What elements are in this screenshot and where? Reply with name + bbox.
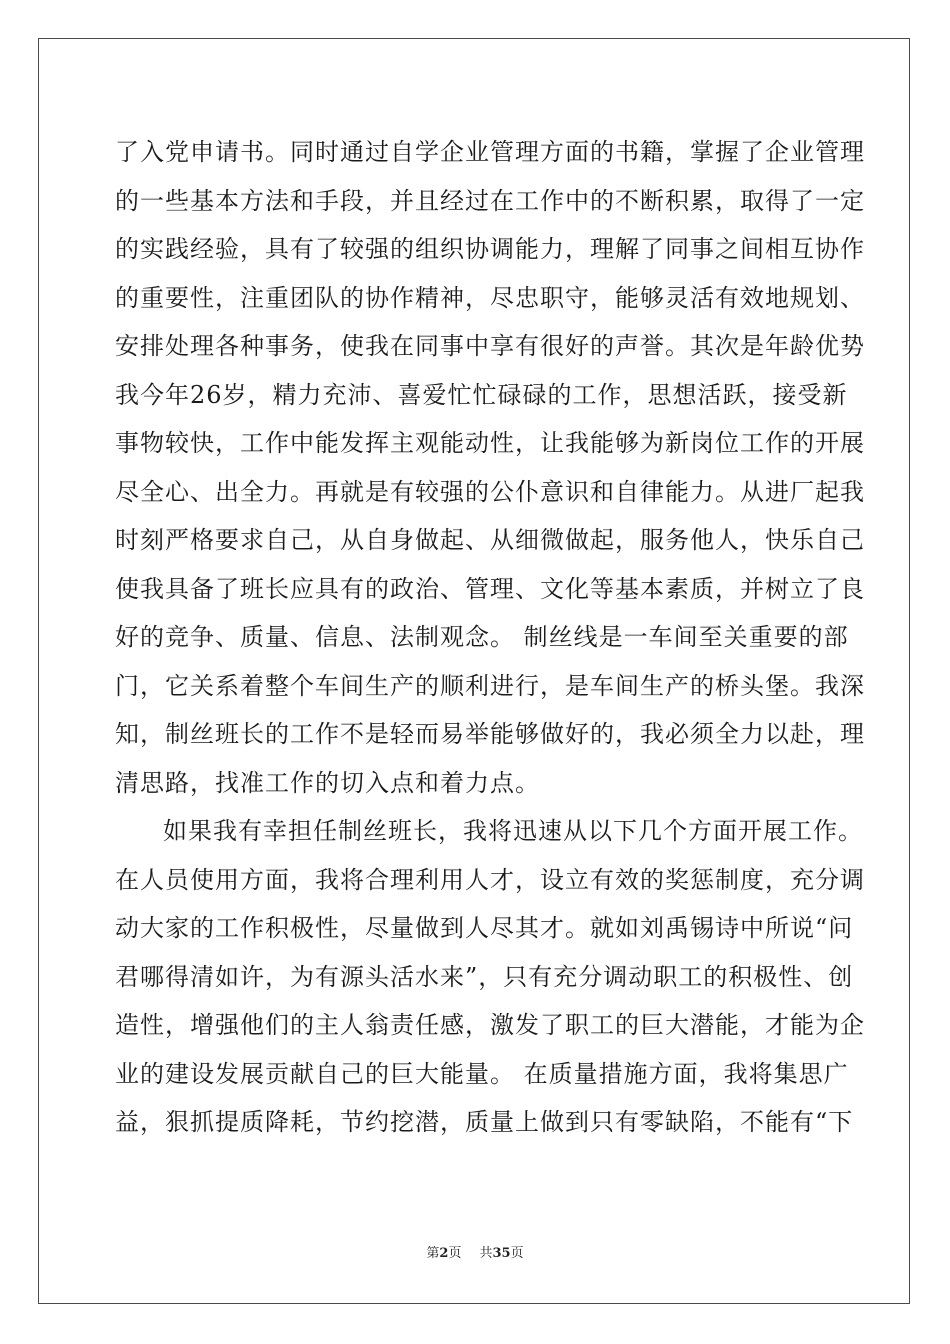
page-suffix: 页 bbox=[448, 1246, 462, 1261]
paragraph-first-line: 如果我有幸担任制丝班长，我将迅速从以下几个方面开展工作。 bbox=[163, 817, 863, 845]
text-line: 的实践经验，具有了较强的组织协调能力，理解了同事之间相互协作 bbox=[115, 235, 865, 263]
text-line: 我今年26岁，精力充沛、喜爱忙忙碌碌的工作，思想活跃，接受新 bbox=[115, 380, 848, 409]
text-line: 门，它关系着整个车间生产的顺利进行，是车间生产的桥头堡。我深 bbox=[115, 671, 865, 700]
text-line: 的重要性，注重团队的协作精神，尽忠职守，能够灵活有效地规划、 bbox=[115, 283, 865, 312]
page-number: 2 bbox=[439, 1246, 449, 1261]
text-line: 事物较快，工作中能发挥主观能动性，让我能够为新岗位工作的开展 bbox=[115, 429, 865, 457]
total-suffix: 页 bbox=[510, 1246, 524, 1261]
document-body bbox=[115, 128, 865, 1147]
text-line: 安排处理各种事务，使我在同事中享有很好的声誉。其次是年龄优势 bbox=[115, 332, 865, 360]
text-line: 益，狠抓提质降耗，节约挖潜，质量上做到只有零缺陷，不能有“下 bbox=[115, 1108, 854, 1136]
text-line: 知，制丝班长的工作不是轻而易举能够做好的，我必须全力以赴，理 bbox=[115, 720, 865, 748]
page-prefix: 第 bbox=[426, 1246, 440, 1261]
text-line: 使我具备了班长应具有的政治、管理、文化等基本素质，并树立了良 bbox=[115, 574, 865, 603]
total-prefix: 共 bbox=[479, 1246, 493, 1261]
text-line: 尽全心、出全力。再就是有较强的公仆意识和自律能力。从进厂起我 bbox=[115, 477, 865, 506]
text-line: 君哪得清如许，为有源头活水来”，只有充分调动职工的积极性、创 bbox=[115, 962, 854, 991]
total-pages: 35 bbox=[492, 1246, 511, 1261]
text-line: 清思路，找准工作的切入点和着力点。 bbox=[115, 768, 540, 797]
text-line: 在人员使用方面，我将合理利用人才，设立有效的奖惩制度，充分调 bbox=[115, 865, 865, 894]
text-line: 的一些基本方法和手段，并且经过在工作中的不断积累，取得了一定 bbox=[115, 186, 865, 215]
page-footer bbox=[0, 1242, 950, 1261]
text-line: 动大家的工作积极性，尽量做到人尽其才。就如刘禹锡诗中所说“问 bbox=[115, 914, 854, 942]
text-line: 业的建设发展贡献自己的巨大能量。 在质量措施方面，我将集思广 bbox=[115, 1059, 849, 1088]
text-line: 了入党申请书。同时通过自学企业管理方面的书籍，掌握了企业管理 bbox=[115, 138, 865, 166]
text-line: 时刻严格要求自己，从自身做起、从细微做起，服务他人，快乐自己 bbox=[115, 526, 865, 554]
text-line: 造性，增强他们的主人翁责任感，激发了职工的巨大潜能，才能为企 bbox=[115, 1011, 865, 1039]
text-line: 好的竞争、质量、信息、法制观念。 制丝线是一车间至关重要的部 bbox=[115, 623, 849, 651]
